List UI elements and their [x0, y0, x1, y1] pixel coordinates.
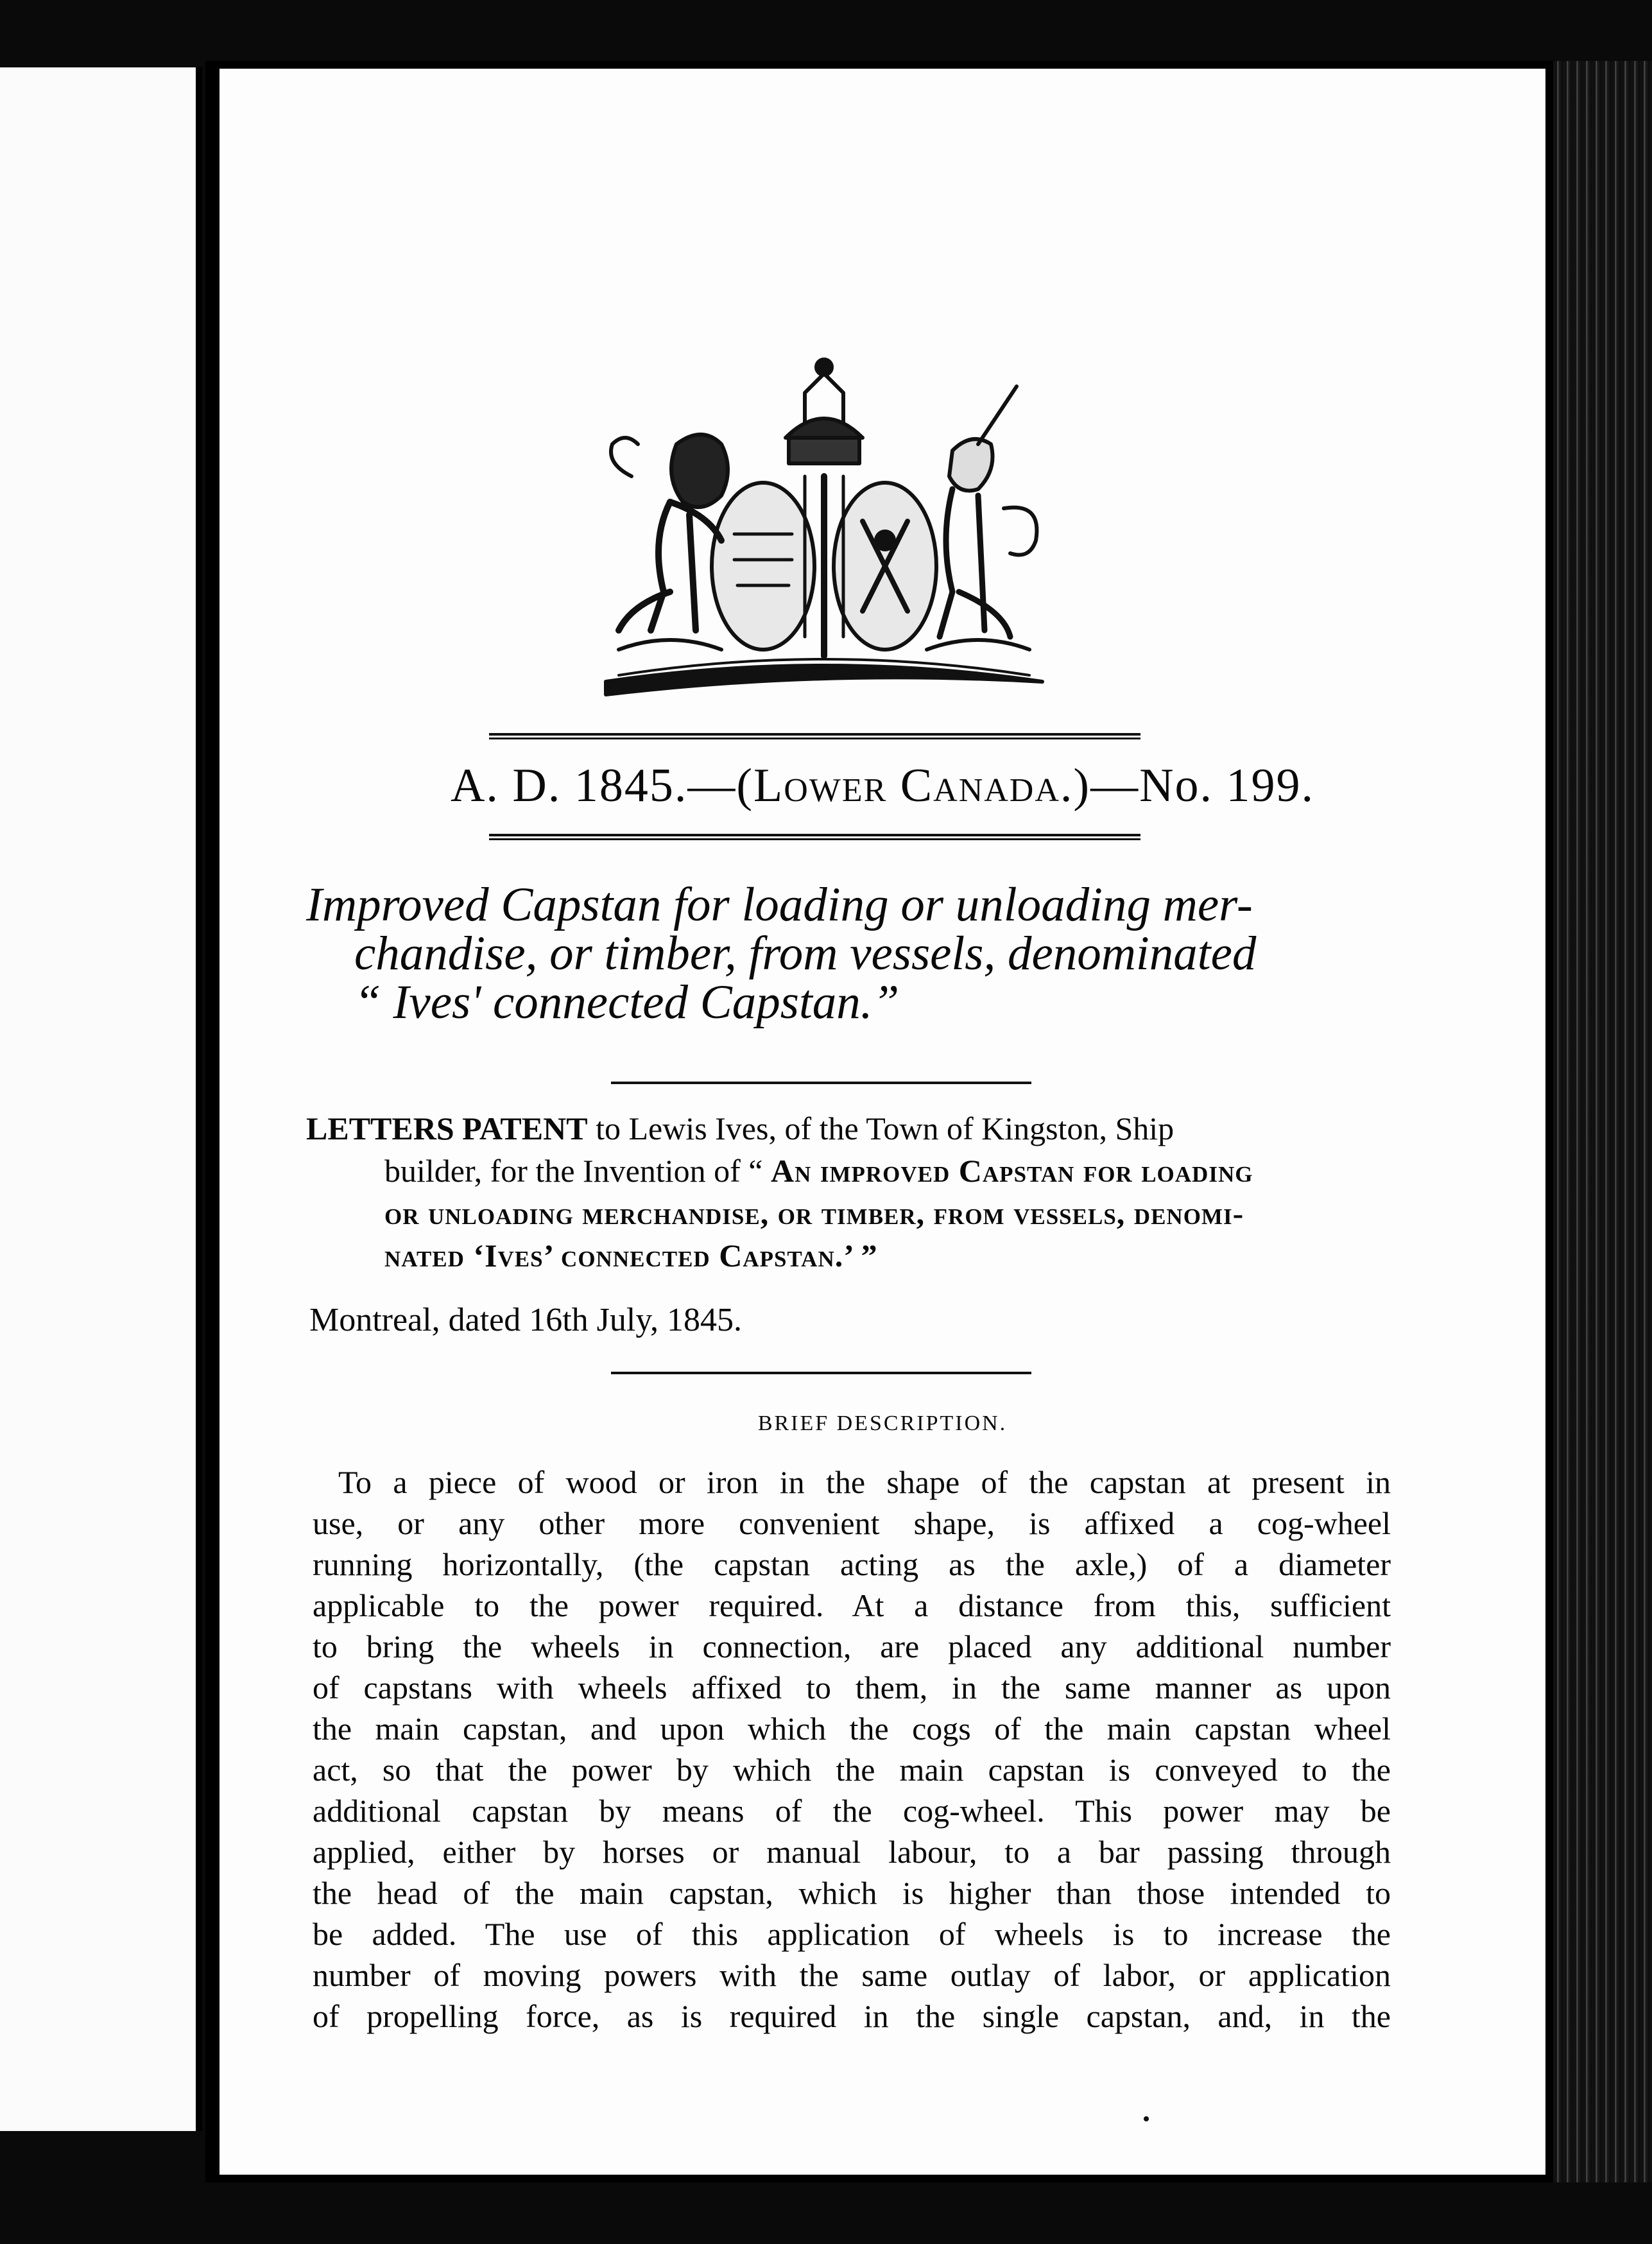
header-bottom-rule [489, 834, 1140, 840]
description-body [313, 1462, 1391, 2037]
header-year: A. D. 1845. [450, 759, 688, 812]
body-line: To a piece of wood or iron in the shape of the capstan at present in [338, 1464, 1391, 1500]
page-content [219, 69, 1545, 2175]
dated-line: Montreal, dated 16th July, 1845. [309, 1302, 742, 1338]
letters-patent-line1: to Lewis Ives, of the Town of Kingston, Ship [587, 1110, 1174, 1146]
title-divider [611, 1082, 1031, 1084]
body-line: use, or any other more convenient shape, is affixed a cog-wheel [313, 1505, 1391, 1541]
letters-patent-line3: or unloading merchandise, or timber, from vessels, denomi- [384, 1195, 1244, 1231]
header-number: —No. 199. [1090, 759, 1315, 812]
header-region: —(Lower Canada.) [687, 759, 1091, 812]
letters-patent-lead: LETTERS PATENT [306, 1110, 588, 1146]
title-line: “ Ives' connected Capstan.” [354, 976, 900, 1029]
body-line: of capstans with wheels affixed to them, in the same manner as upon [313, 1670, 1391, 1705]
body-line: act, so that the power by which the main capstan is conveyed to the [313, 1752, 1391, 1788]
body-line: be added. The use of this application of wheels is to increase the [313, 1916, 1391, 1952]
body-line: applied, either by horses or manual labour, to a bar passing through [313, 1834, 1391, 1870]
letters-patent-line2-caps: An improved Capstan for loading [770, 1153, 1253, 1189]
body-line: to bring the wheels in connection, are placed any additional number [313, 1628, 1391, 1664]
header-top-rule [489, 733, 1140, 739]
body-line: of propelling force, as is required in the single capstan, and, in the [313, 1998, 1391, 2034]
letters-patent-line4: nated ‘Ives’ connected Capstan.’ ” [384, 1238, 878, 1273]
body-line: number of moving powers with the same outlay of labor, or application [313, 1957, 1391, 1993]
patent-page [205, 61, 1553, 2182]
letters-patent-line2: builder, for the Invention of “ [384, 1153, 771, 1189]
title-line: chandise, or timber, from vessels, denominated [354, 927, 1257, 980]
facing-page-edge [0, 67, 202, 2131]
body-line: running horizontally, (the capstan acting as the axle,) of a diameter [313, 1546, 1391, 1582]
letters-patent-paragraph [306, 1107, 1391, 1277]
dated-divider [611, 1372, 1031, 1374]
body-line: additional capstan by means of the cog-wheel. This power may be [313, 1793, 1391, 1829]
ink-speck [1144, 2116, 1149, 2121]
section-heading: BRIEF DESCRIPTION. [757, 1411, 1008, 1435]
body-line: the head of the main capstan, which is higher than those intended to [313, 1875, 1391, 1911]
patent-title [306, 878, 1391, 1029]
royal-coat-of-arms-icon [593, 348, 1055, 701]
body-line: the main capstan, and upon which the cogs of the main capstan wheel [313, 1711, 1391, 1747]
title-line: Improved Capstan for loading or unloading mer- [306, 878, 1253, 931]
body-line: applicable to the power required. At a distance from this, sufficient [313, 1587, 1391, 1623]
patent-header [219, 759, 1545, 813]
book-page-edges [1553, 61, 1652, 2182]
